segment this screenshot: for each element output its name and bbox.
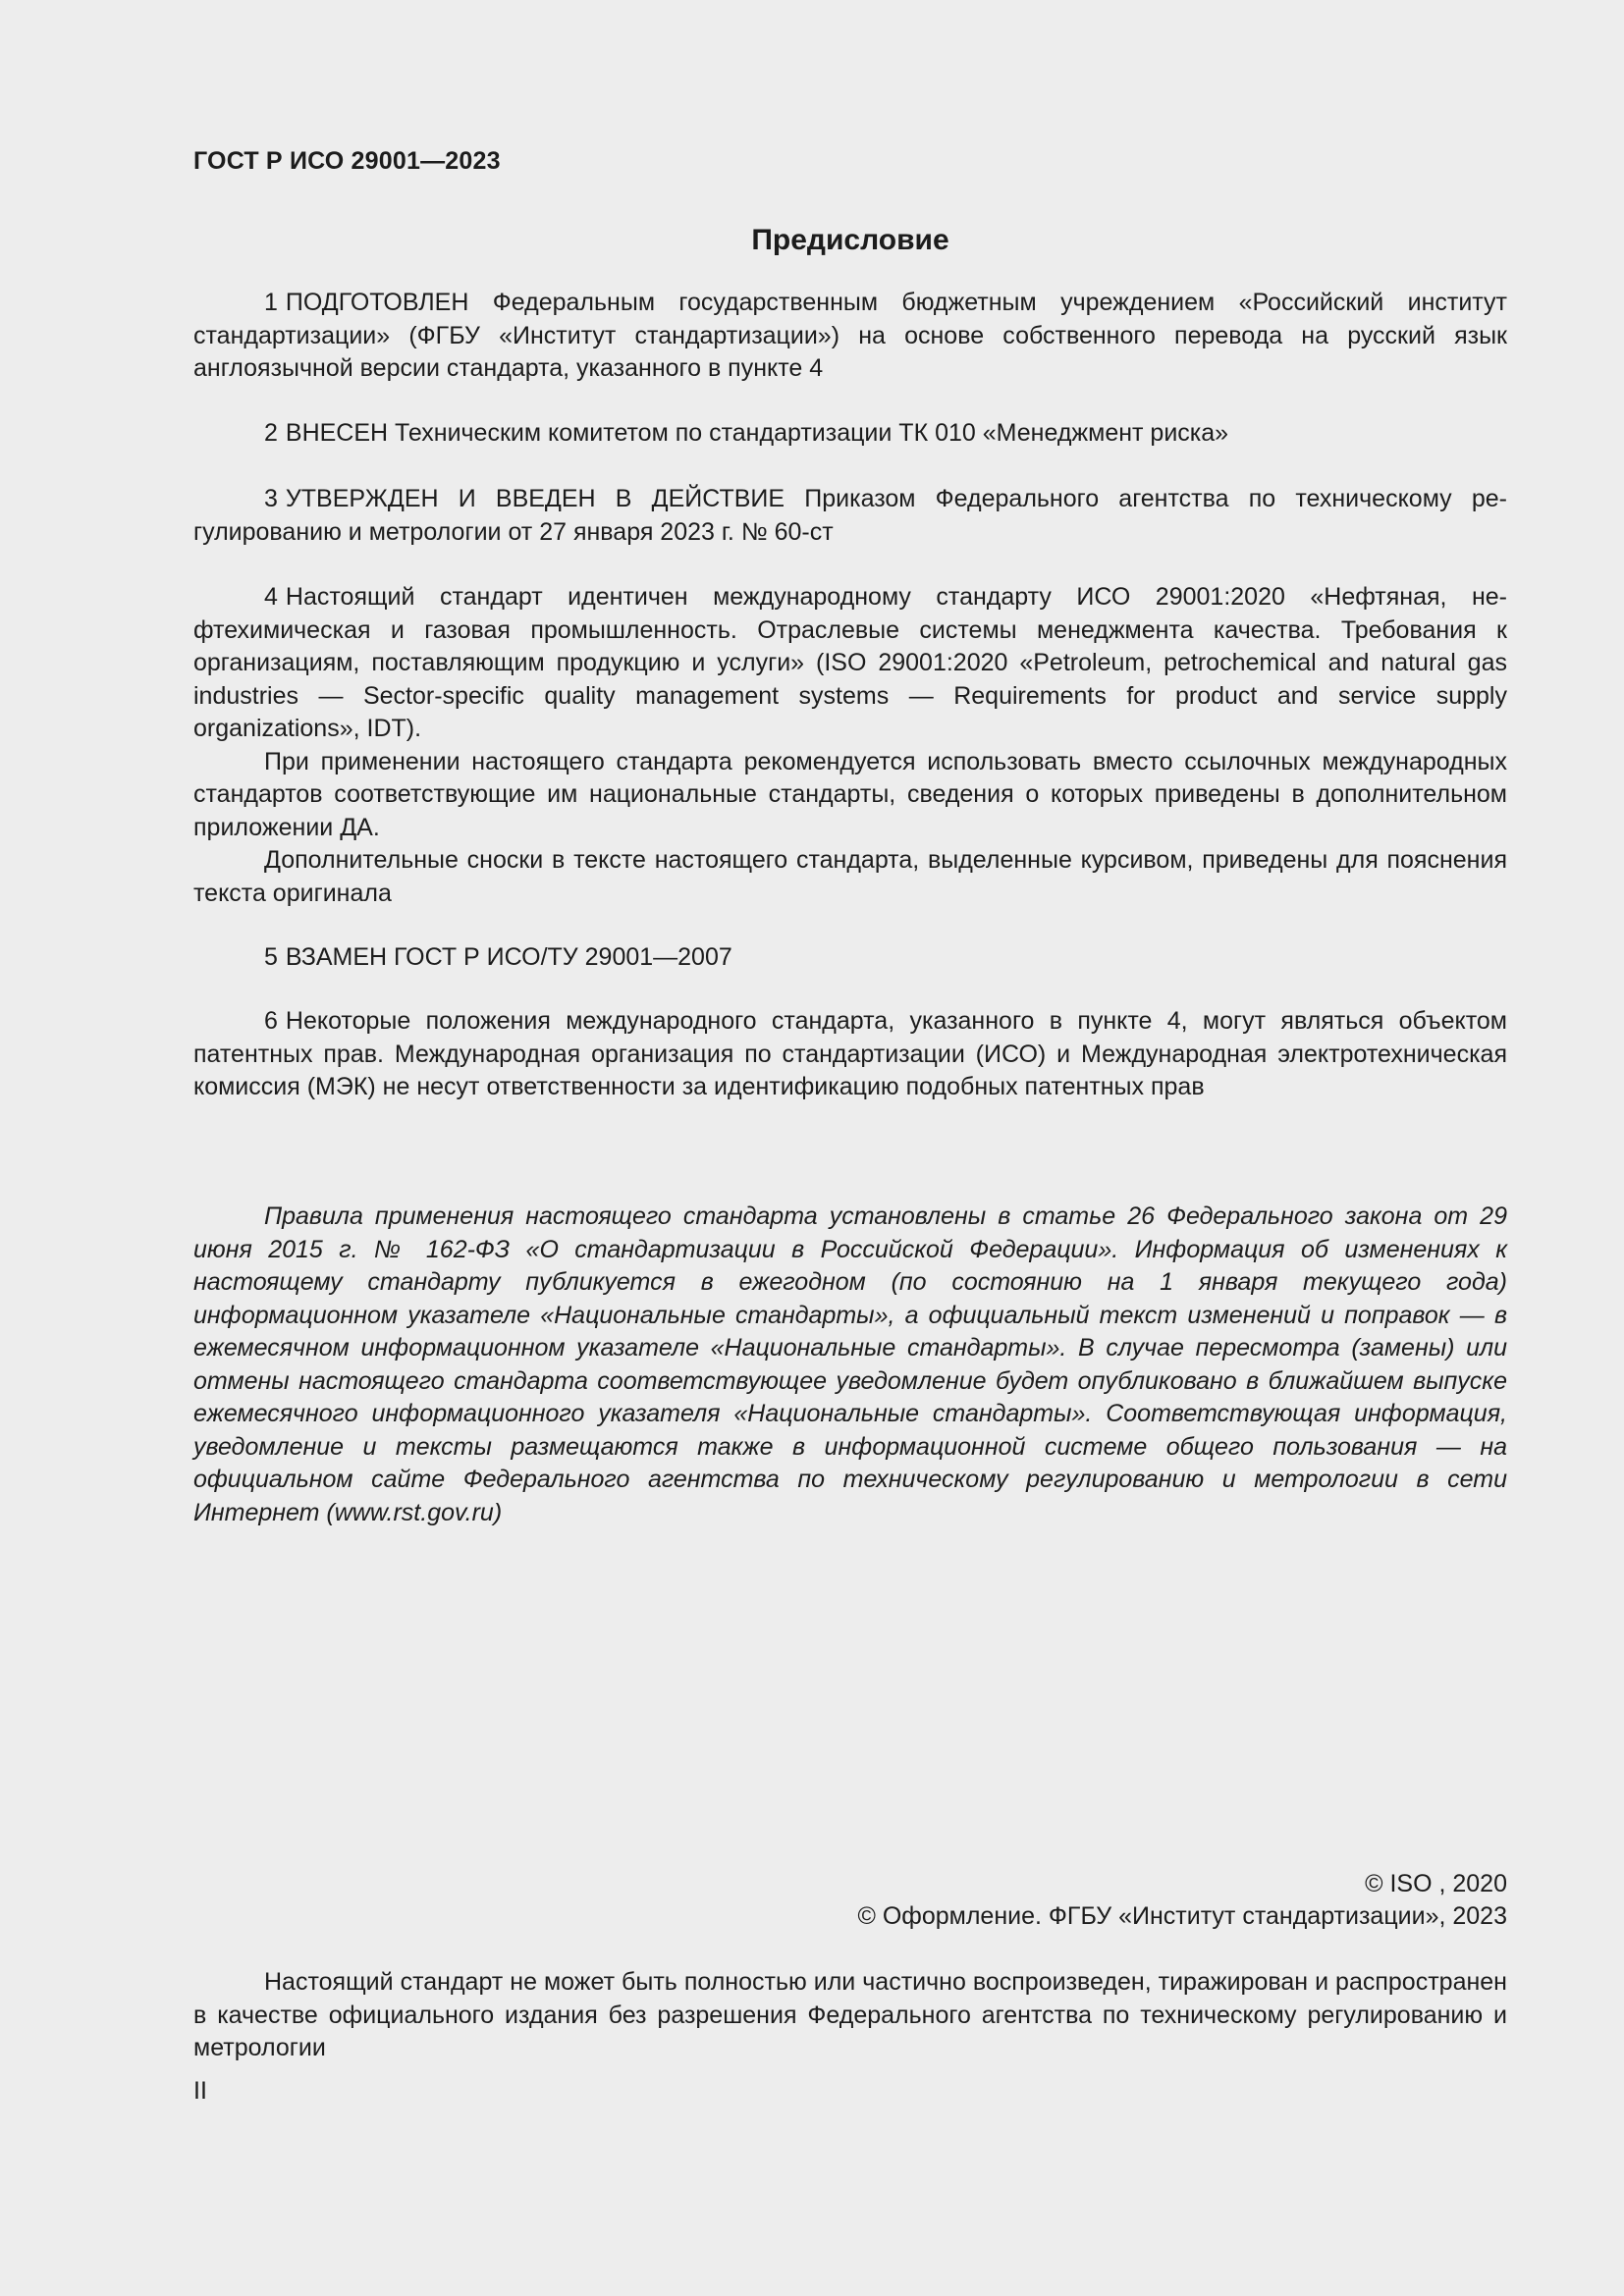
item-text: Некоторые положения международного стандарта, указанного в пункте 4, могут являться объектом патентных прав. Международная организация по стандартизации (ИСО) и Международная электротехническая комиссия (МЭК) не несут ответственности за идентификацию подобных патентных прав — [193, 1007, 1507, 1100]
foreword-item-4 — [193, 581, 1507, 910]
foreword-item-1 — [193, 287, 1507, 386]
reproduction-notice-text: Настоящий стандарт не может быть полностью или частично воспроизведен, тиражирован и распространен в качестве официального издания без разрешения Федерального агентства по техническому регулированию и метрологии — [193, 1968, 1507, 2061]
copyright-design: © Оформление. ФГБУ «Институт стандартизации», 2023 — [857, 1902, 1507, 1930]
item-number: 2 — [264, 419, 278, 447]
item-text: УТВЕРЖДЕН И ВВЕДЕН В ДЕЙСТВИЕ Приказом Федерального агентства по техническому регулированию и метрологии от 27 января 2023 г. № 60-ст — [193, 485, 1507, 546]
rules-notice-text: Правила применения настоящего стандарта установлены в статье 26 Федерального закона от 29 июня 2015 г. № 162-ФЗ «О стандартизации в Российской Федерации». Информация об изменениях к настоящему стандарту публикуется в ежегодном (по состоянию на 1 января текущего года) информационном указателе «Национальные стандарты», а официальный текст изменений и поправок — в ежемесячном информационном указателе «Национальные стандарты». В случае пересмотра (замены) или отмены настоящего стандарта соответствующее уведомление будет опубликовано в ближайшем выпуске ежемесячного информационного указателя «Национальные стандарты». Соответствующая информация, уведомление и тексты размещаются также в информационной системе общего пользования — на официальном сайте Федерального агентства по техническому регулированию и метрологии в сети Интернет (www.rst.gov.ru) — [193, 1202, 1507, 1526]
item-number: 4 — [264, 583, 278, 611]
rules-notice — [193, 1201, 1507, 1529]
item-number: 1 — [264, 289, 278, 316]
item-text: ПОДГОТОВЛЕН Федеральным государственным бюджетным учреждением «Российский институт стандартизации» (ФГБУ «Институт стандартизации») на основе собственного перевода на русский язык англоязычной версии стандарта, указанного в пункте 4 — [193, 289, 1507, 382]
page-number: II — [193, 2077, 207, 2105]
item-text: ВНЕСЕН Техническим комитетом по стандартизации ТК 010 «Менеджмент риска» — [285, 419, 1229, 447]
foreword-item-6 — [193, 1005, 1507, 1104]
foreword-item-5 — [193, 941, 1507, 975]
page-title: Предисловие — [751, 224, 949, 256]
item-number: 5 — [264, 943, 278, 971]
item-number: 6 — [264, 1007, 278, 1035]
item-4-paragraph-2: При применении настоящего стандарта рекомендуется использовать вместо ссылочных международных стандартов соответствующие им национальные стандарты, сведения о которых приведены в дополнительном приложении ДА. — [193, 747, 1507, 841]
foreword-item-3 — [193, 483, 1507, 549]
copyright-block — [857, 1868, 1507, 1933]
item-number: 3 — [264, 485, 278, 512]
item-text: Настоящий стандарт идентичен международному стандарту ИСО 29001:2020 «Нефтяная, нефтехимическая и газовая промышленность. Отраслевые системы менеджмента качества. Требования к организациям, поставляющим продукцию и услуги» (ISO 29001:2020 «Petroleum, petrochemical and natural gas industries — Sector-specific quality management systems — Requirements for product and service supply organizations», IDT). — [193, 583, 1507, 742]
reproduction-notice — [193, 1966, 1507, 2065]
foreword-item-2 — [193, 417, 1507, 451]
copyright-iso: © ISO , 2020 — [1365, 1870, 1507, 1897]
item-4-paragraph-3: Дополнительные сноски в тексте настоящего стандарта, выделенные курсивом, приведены для пояснения текста оригинала — [193, 846, 1507, 907]
document-code-header: ГОСТ Р ИСО 29001—2023 — [193, 147, 501, 175]
document-page — [193, 0, 1507, 2296]
item-text: ВЗАМЕН ГОСТ Р ИСО/ТУ 29001—2007 — [285, 943, 732, 971]
